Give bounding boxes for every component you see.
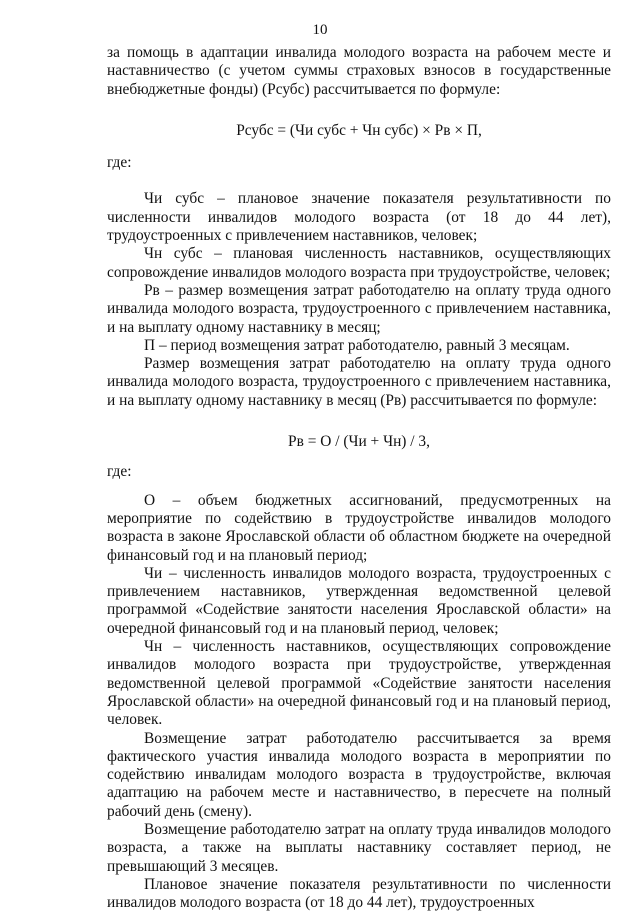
definition-p: П – период возмещения затрат работодателю, равный 3 месяцам. (144, 336, 570, 354)
page-number: 10 (312, 22, 328, 38)
where-label: где: (107, 463, 132, 481)
definition-chn-subs: Чн субс – плановая численность наставников, осуществляющих сопровождение инвалидов молодого возраста при трудоустройстве, человек; (107, 245, 611, 281)
document-body (107, 44, 611, 912)
paragraph-compensation-time: Возмещение затрат работодателю рассчитывается за время фактического участия инвалида молодого возраста в мероприятии по содействию инвалидам молодого возраста в трудоустройстве, включая адаптацию на рабочем месте и наставничество, в пересчете на полный рабочий день (смену). (107, 729, 611, 820)
definition-o: О – объем бюджетных ассигнований, предусмотренных на мероприятие по содействию в трудоустройстве инвалидов молодого возраста в законе Ярославской области об областном бюджете на очередной финансовый год и на плановый период; (107, 491, 611, 564)
where-label: где: (107, 154, 132, 172)
paragraph-planned-value: Плановое значение показателя результативности по численности инвалидов молодого возраста (от 18 до 44 лет), трудоустроенных (107, 875, 611, 912)
formula-rv: Рв = О / (Чи + Чн) / 3, (288, 433, 430, 451)
paragraph-compensation-period: Возмещение работодателю затрат на оплату труда инвалидов молодого возраста, а также на выплаты наставнику составляет период, не превышающий 3 месяцев. (107, 820, 611, 875)
definition-chi-subs: Чи субс – плановое значение показателя результативности по численности инвалидов молодого возраста (от 18 до 44 лет), трудоустроенных с привлечением наставников, человек; (107, 190, 611, 245)
paragraph-rv-intro: Размер возмещения затрат работодателю на оплату труда одного инвалида молодого возраста, трудоустроенного с привлечением наставника, и на выплату одному наставнику в месяц (Рв) рассчитывается по формуле: (107, 355, 611, 409)
definition-chn: Чн – численность наставников, осуществляющих сопровождение инвалидов молодого возраста при трудоустройстве, утвержденная ведомственной целевой программой «Содействие занятости населения Ярославской области» на очередной финансовый год и на плановый период, человек. (107, 638, 611, 729)
definition-rv: Рв – размер возмещения затрат работодателю на оплату труда одного инвалида молодого возраста, трудоустроенного с привлечением наставника, и на выплату одному наставнику в месяц; (107, 281, 611, 336)
paragraph-continuation: за помощь в адаптации инвалида молодого возраста на рабочем месте и наставничество (с учетом суммы страховых взносов в государственные внебюджетные фонды) (Рсубс) рассчитывается по формуле: (107, 44, 611, 98)
formula-rsubs: Рсубс = (Чи субс + Чн субс) × Рв × П, (236, 121, 482, 139)
definition-chi: Чи – численность инвалидов молодого возраста, трудоустроенных с привлечением наставников, утвержденная ведомственной целевой программой «Содействие занятости населения Ярославской области» на очередной финансовый год и на плановый период, человек; (107, 564, 611, 637)
